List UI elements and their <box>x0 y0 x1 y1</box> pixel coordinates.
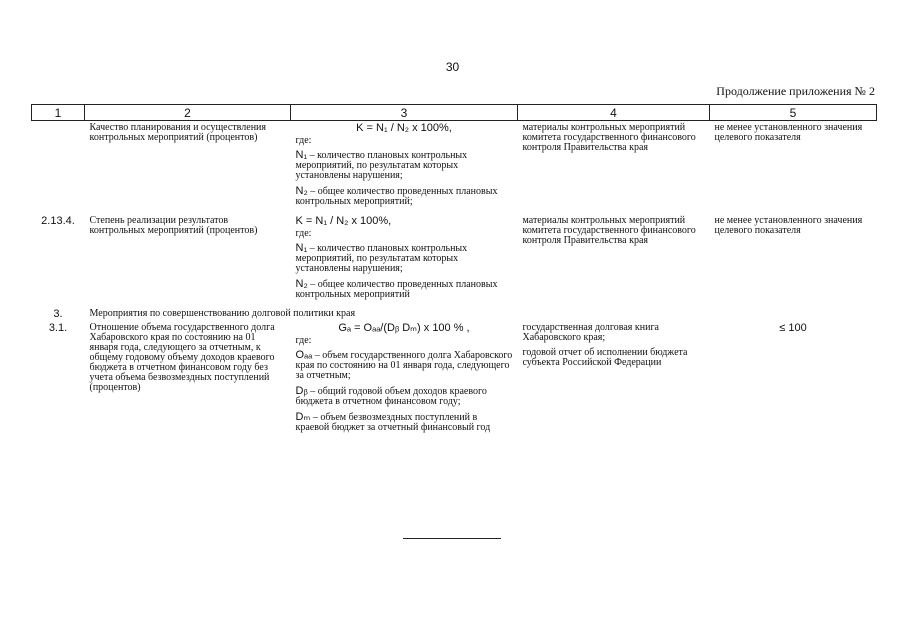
definition <box>296 350 513 381</box>
row-number: 3.1. <box>48 322 68 334</box>
definition <box>296 150 513 181</box>
definition <box>296 386 513 407</box>
formula-cell <box>291 214 518 307</box>
formula-cell <box>291 121 518 215</box>
target-value-text: ≤ 100 <box>779 322 807 334</box>
target-value <box>710 321 877 440</box>
table-header-row <box>32 105 877 121</box>
definition-text: – объем государственного долга Хабаровского края по состоянию на 01 января года, следующего за отчетным; <box>295 350 513 381</box>
section-title: Мероприятия по совершенствованию долговой политики края <box>89 308 356 319</box>
formula: K = N₁ / N₂ x 100%, <box>295 215 392 227</box>
section-number: 3. <box>53 308 63 320</box>
symbol: N₂ <box>295 185 308 197</box>
where-label: где: <box>295 335 312 346</box>
data-source: государственная долговая книга Хабаровского края; <box>522 322 659 343</box>
formula: Gₐ = Oₐₐ/(Dᵦ Dₘ) x 100 % , <box>338 322 470 334</box>
target-value: не менее установленного значения целевого показателя <box>714 122 863 143</box>
indicators-table <box>31 104 877 440</box>
symbol: Dᵦ <box>295 385 308 397</box>
table-row <box>32 321 877 440</box>
where-label: где: <box>295 135 312 146</box>
footer-divider <box>403 538 501 539</box>
continuation-label: Продолжение приложения № 2 <box>716 84 875 98</box>
formula-cell <box>291 321 518 440</box>
indicator-name: Отношение объема государственного долга Хабаровского края по состоянию на 01 января года, следующего за отчетным, к общему годовому объему доходов краевого бюджета в отчетном финансовом году без учета объема безвозмездных поступлений (процентов) <box>89 322 275 393</box>
indicator-name: Степень реализации результатов контрольных мероприятий (процентов) <box>89 215 258 236</box>
formula: K = N₁ / N₂ x 100%, <box>356 122 452 134</box>
definition-text: – количество плановых контрольных мероприятий, по результатам которых установлены нарушения; <box>295 150 468 181</box>
symbol: N₂ <box>295 278 308 290</box>
table-row <box>32 214 877 307</box>
definition <box>296 279 513 300</box>
definition-text: – количество плановых контрольных мероприятий, по результатам которых установлены нарушения; <box>295 243 468 274</box>
row-number <box>32 121 85 215</box>
data-source: материалы контрольных мероприятий комитета государственного финансового контроля Правительства края <box>522 215 696 246</box>
column-header: 3 <box>291 105 518 121</box>
definition-text: – общее количество проведенных плановых контрольных мероприятий <box>295 279 498 300</box>
page-number: 30 <box>445 60 460 74</box>
definition-text: – объем безвозмездных поступлений в краевой бюджет за отчетный финансовый год <box>295 412 491 433</box>
symbol: N₁ <box>295 149 308 161</box>
symbol: Dₘ <box>295 411 311 423</box>
definition <box>296 243 513 274</box>
column-header: 1 <box>32 105 85 121</box>
row-number: 2.13.4. <box>41 215 75 227</box>
target-value: не менее установленного значения целевого показателя <box>714 215 863 236</box>
definition-text: – общее количество проведенных плановых контрольных мероприятий; <box>295 186 498 207</box>
column-header: 4 <box>518 105 710 121</box>
column-header: 2 <box>85 105 291 121</box>
data-source: материалы контрольных мероприятий комитета государственного финансового контроля Правительства края <box>522 122 696 153</box>
table-row <box>32 121 877 215</box>
where-label: где: <box>295 228 312 239</box>
definition <box>296 412 513 433</box>
symbol: Oₐₐ <box>295 349 313 361</box>
indicator-name: Качество планирования и осуществления контрольных мероприятий (процентов) <box>89 122 266 143</box>
symbol: N₁ <box>295 242 308 254</box>
definition-text: – общий годовой объем доходов краевого бюджета в отчетном финансовом году; <box>295 386 487 407</box>
data-source: годовой отчет об исполнении бюджета субъекта Российской Федерации <box>522 347 688 368</box>
definition <box>296 186 513 207</box>
data-source-cell <box>518 321 710 440</box>
column-header: 5 <box>710 105 877 121</box>
section-row <box>32 307 877 321</box>
